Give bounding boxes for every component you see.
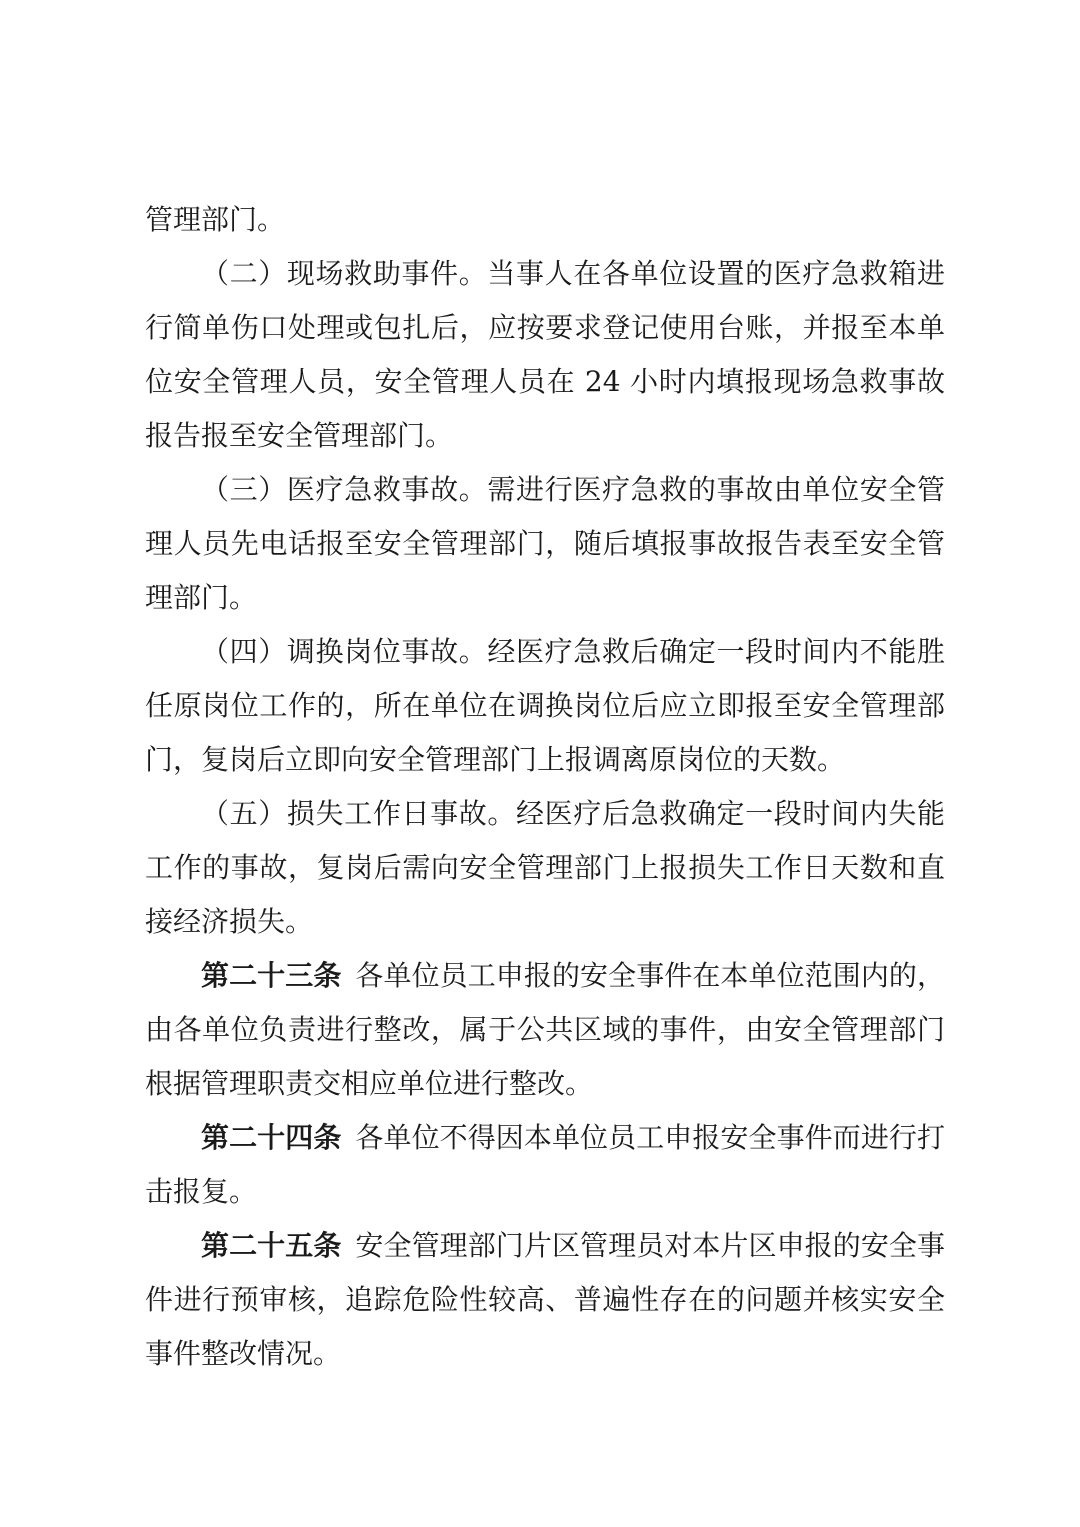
article-24-text: 各单位不得因本单位员工申报安全事件而进行打击报复。 (145, 1121, 945, 1208)
paragraph-job-transfer: （四）调换岗位事故。经医疗急救后确定一段时间内不能胜任原岗位工作的，所在单位在调换岗位后应立即报至安全管理部门，复岗后立即向安全管理部门上报调离原岗位的天数。 (145, 635, 945, 776)
paragraph-medical-emergency: （三）医疗急救事故。需进行医疗急救的事故由单位安全管理人员先电话报至安全管理部门，随后填报事故报告表至安全管理部门。 (145, 473, 945, 614)
article-25-text: 安全管理部门片区管理员对本片区申报的安全事件进行预审核，追踪危险性较高、普遍性存在的问题并核实安全事件整改情况。 (145, 1229, 945, 1370)
paragraph-onsite-rescue: （二）现场救助事件。当事人在各单位设置的医疗急救箱进行简单伤口处理或包扎后，应按要求登记使用台账，并报至本单位安全管理人员，安全管理人员在 24 小时内填报现场急救事故报告报至安全管理部门。 (145, 257, 945, 452)
paragraph-lost-workday: （五）损失工作日事故。经医疗后急救确定一段时间内失能工作的事故，复岗后需向安全管理部门上报损失工作日天数和直接经济损失。 (145, 797, 945, 938)
article-23-heading: 第二十三条 (201, 959, 342, 992)
article-25 (145, 1219, 945, 1381)
article-24 (145, 1111, 945, 1219)
article-25-heading: 第二十五条 (201, 1229, 342, 1262)
article-23 (145, 949, 945, 1111)
document-body (145, 193, 945, 1381)
article-24-heading: 第二十四条 (201, 1121, 342, 1154)
article-23-text: 各单位员工申报的安全事件在本单位范围内的，由各单位负责进行整改，属于公共区域的事件，由安全管理部门根据管理职责交相应单位进行整改。 (145, 959, 945, 1100)
paragraph-continuation: 管理部门。 (145, 203, 286, 236)
